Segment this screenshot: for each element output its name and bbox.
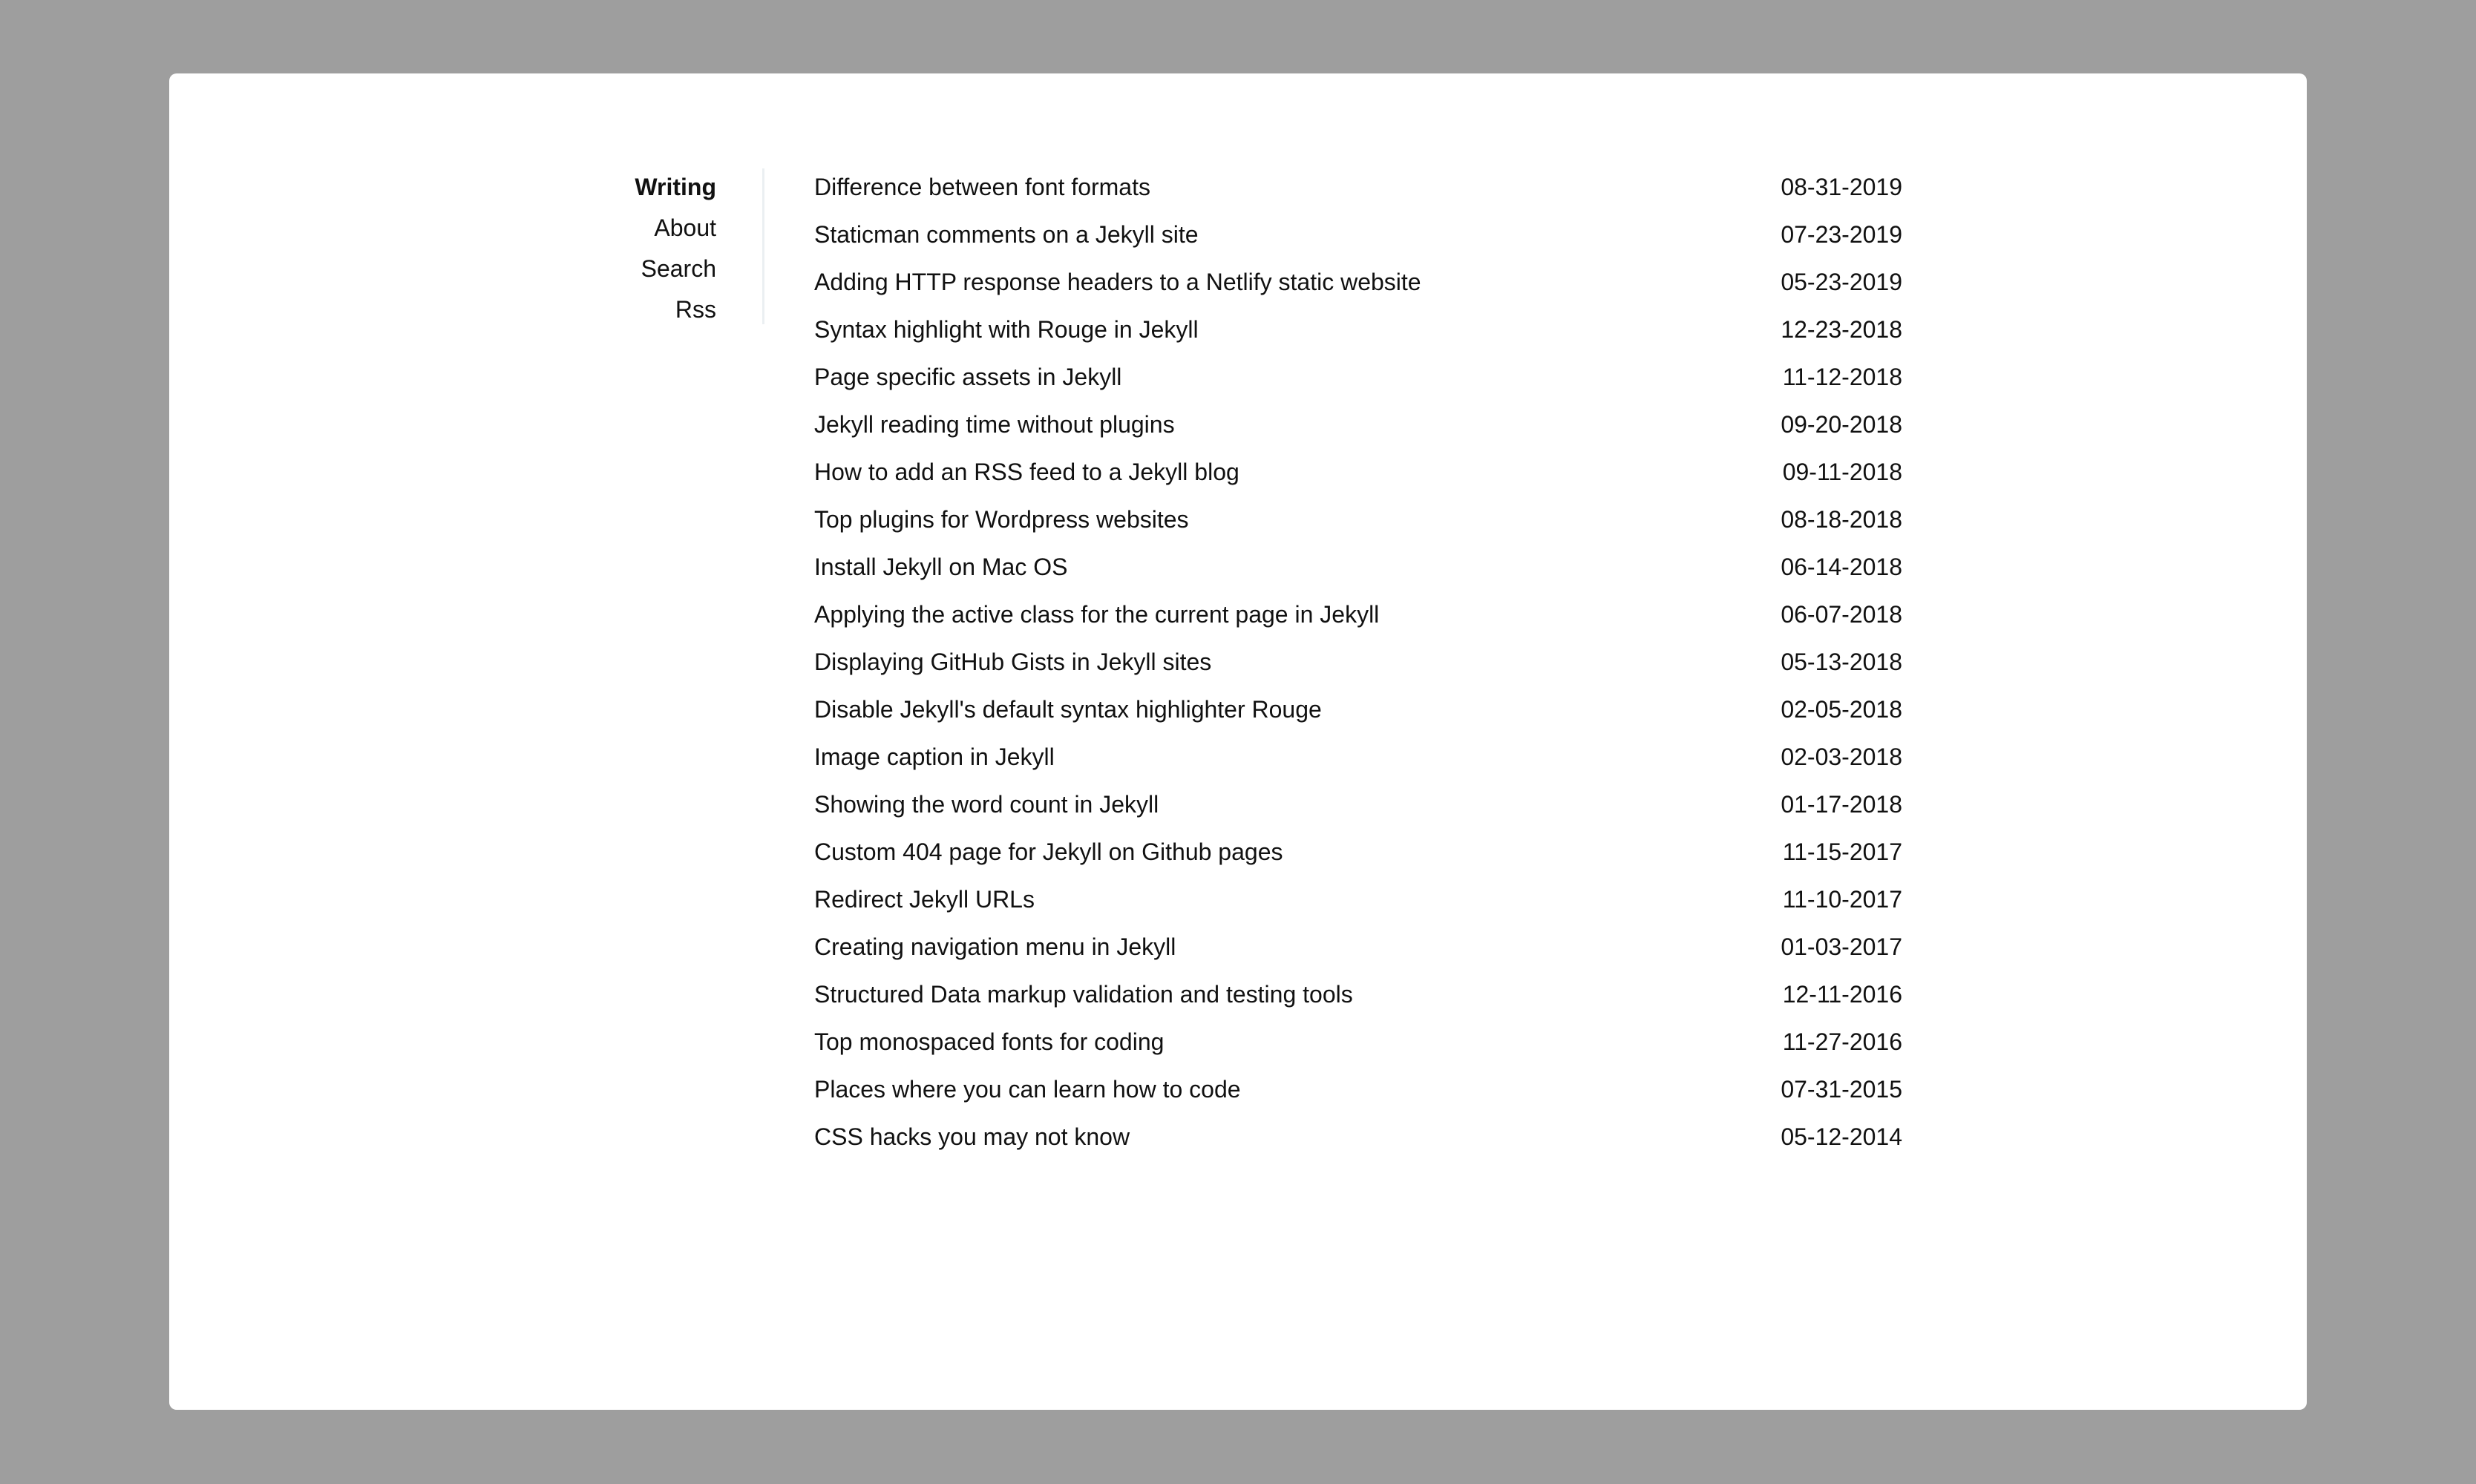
post-title-link[interactable]: Image caption in Jekyll xyxy=(814,743,1055,770)
post-date: 05-13-2018 xyxy=(1781,649,1902,675)
post-title-link[interactable]: Disable Jekyll's default syntax highlighter Rouge xyxy=(814,696,1322,723)
post-row xyxy=(814,496,1902,543)
post-date: 11-12-2018 xyxy=(1782,364,1902,390)
post-row xyxy=(814,353,1902,401)
post-title-link[interactable]: Places where you can learn how to code xyxy=(814,1076,1241,1103)
post-title-link[interactable]: Top plugins for Wordpress websites xyxy=(814,506,1189,533)
post-date: 01-17-2018 xyxy=(1781,791,1902,818)
post-date: 11-10-2017 xyxy=(1782,886,1902,913)
post-row xyxy=(814,258,1902,306)
post-date: 12-11-2016 xyxy=(1782,981,1902,1008)
content-card xyxy=(169,73,2307,1410)
post-title-link[interactable]: Adding HTTP response headers to a Netlify static website xyxy=(814,269,1421,295)
post-date: 05-12-2014 xyxy=(1781,1123,1902,1150)
post-row xyxy=(814,591,1902,638)
post-row xyxy=(814,733,1902,781)
post-title-link[interactable]: Redirect Jekyll URLs xyxy=(814,886,1035,913)
post-date: 07-31-2015 xyxy=(1781,1076,1902,1103)
vertical-divider xyxy=(762,168,764,324)
post-row xyxy=(814,448,1902,496)
post-row xyxy=(814,781,1902,828)
post-row xyxy=(814,686,1902,733)
post-date: 06-07-2018 xyxy=(1781,601,1902,628)
post-date: 05-23-2019 xyxy=(1781,269,1902,295)
post-date: 02-03-2018 xyxy=(1781,743,1902,770)
post-row xyxy=(814,876,1902,923)
post-title-link[interactable]: Custom 404 page for Jekyll on Github pages xyxy=(814,838,1283,865)
post-date: 08-31-2019 xyxy=(1781,174,1902,200)
post-title-link[interactable]: Applying the active class for the current page in Jekyll xyxy=(814,601,1380,628)
post-title-link[interactable]: Staticman comments on a Jekyll site xyxy=(814,221,1199,248)
post-title-link[interactable]: Jekyll reading time without plugins xyxy=(814,411,1175,438)
post-date: 09-20-2018 xyxy=(1781,411,1902,438)
post-row xyxy=(814,1018,1902,1066)
post-row xyxy=(814,638,1902,686)
post-title-link[interactable]: Creating navigation menu in Jekyll xyxy=(814,933,1176,960)
post-title-link[interactable]: Syntax highlight with Rouge in Jekyll xyxy=(814,316,1199,343)
post-row xyxy=(814,1113,1902,1160)
post-title-link[interactable]: Displaying GitHub Gists in Jekyll sites xyxy=(814,649,1212,675)
post-date: 06-14-2018 xyxy=(1781,554,1902,580)
nav-item-about[interactable]: About xyxy=(654,214,716,241)
post-date: 02-05-2018 xyxy=(1781,696,1902,723)
post-date: 08-18-2018 xyxy=(1781,506,1902,533)
post-date: 01-03-2017 xyxy=(1781,933,1902,960)
post-title-link[interactable]: Page specific assets in Jekyll xyxy=(814,364,1122,390)
post-date: 09-11-2018 xyxy=(1782,459,1902,485)
nav-item-writing[interactable]: Writing xyxy=(635,174,716,200)
nav-item-search[interactable]: Search xyxy=(641,255,716,282)
post-title-link[interactable]: Structured Data markup validation and testing tools xyxy=(814,981,1353,1008)
post-row xyxy=(814,401,1902,448)
post-row xyxy=(814,163,1902,211)
post-title-link[interactable]: Difference between font formats xyxy=(814,174,1150,200)
post-row xyxy=(814,923,1902,971)
post-title-link[interactable]: Install Jekyll on Mac OS xyxy=(814,554,1068,580)
post-row xyxy=(814,971,1902,1018)
post-date: 07-23-2019 xyxy=(1781,221,1902,248)
post-list xyxy=(814,163,1902,1160)
post-row xyxy=(814,211,1902,258)
post-title-link[interactable]: Top monospaced fonts for coding xyxy=(814,1028,1165,1055)
post-row xyxy=(814,828,1902,876)
nav-item-rss[interactable]: Rss xyxy=(675,296,716,323)
post-row xyxy=(814,1066,1902,1113)
post-row xyxy=(814,543,1902,591)
post-title-link[interactable]: CSS hacks you may not know xyxy=(814,1123,1130,1150)
sidebar-nav xyxy=(169,167,716,330)
post-title-link[interactable]: How to add an RSS feed to a Jekyll blog xyxy=(814,459,1239,485)
post-date: 11-15-2017 xyxy=(1782,838,1902,865)
post-row xyxy=(814,306,1902,353)
post-date: 12-23-2018 xyxy=(1781,316,1902,343)
post-title-link[interactable]: Showing the word count in Jekyll xyxy=(814,791,1159,818)
post-date: 11-27-2016 xyxy=(1782,1028,1902,1055)
